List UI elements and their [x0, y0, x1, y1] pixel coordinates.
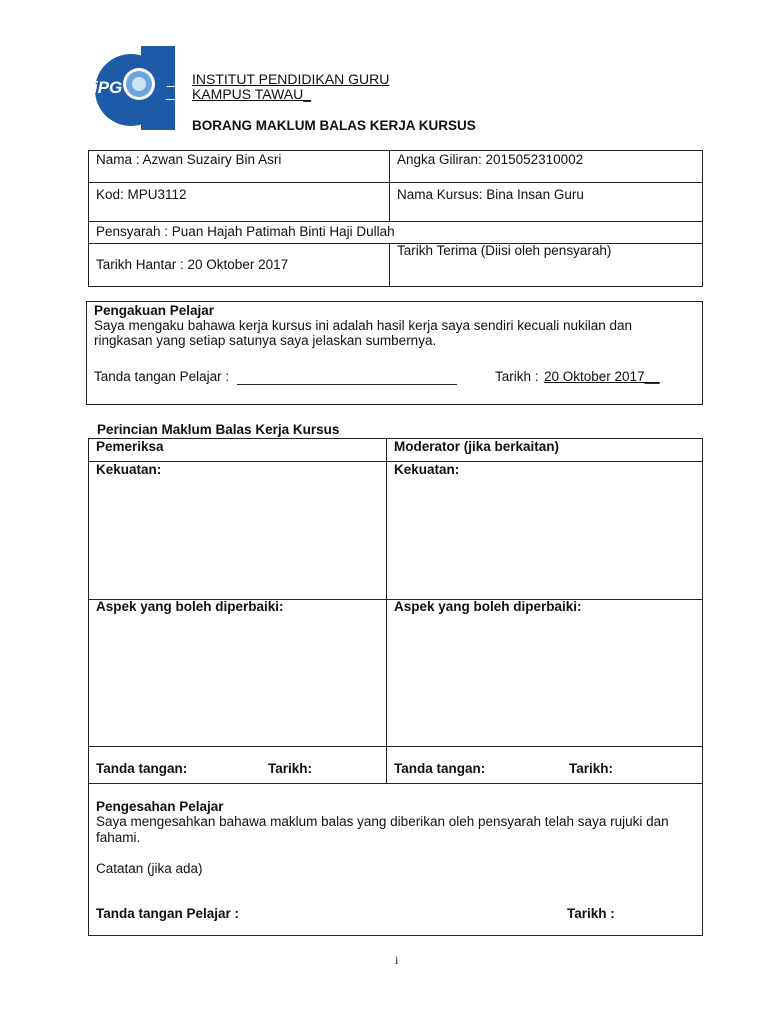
examiner-improvement-label: Aspek yang boleh diperbaiki: [96, 599, 284, 614]
confirmation-date-label: Tarikh : [567, 906, 615, 921]
feedback-section-title: Perincian Maklum Balas Kerja Kursus [97, 422, 340, 437]
declaration-text-1: Saya mengaku bahawa kerja kursus ini adalah hasil kerja saya sendiri kecuali nukilan dan [94, 318, 633, 333]
examiner-sign-label: Tanda tangan: [96, 761, 188, 776]
lecturer-name: Pensyarah : Puan Hajah Patimah Binti Haji Dullah [96, 224, 395, 239]
moderator-strengths-label: Kekuatan: [394, 462, 460, 477]
declaration-sign-line[interactable] [237, 384, 457, 385]
campus-name: KAMPUS TAWAU_ [192, 86, 312, 102]
moderator-sign-label: Tanda tangan: [394, 761, 486, 776]
moderator-improvement-label: Aspek yang boleh diperbaiki: [394, 599, 582, 614]
received-date-label: Tarikh Terima (Diisi oleh pensyarah) [397, 243, 612, 258]
moderator-header: Moderator (jika berkaitan) [394, 439, 560, 454]
confirmation-text-2: fahami. [96, 830, 141, 845]
declaration-sign-label: Tanda tangan Pelajar : [94, 369, 230, 384]
form-title: BORANG MAKLUM BALAS KERJA KURSUS [192, 118, 476, 133]
info-table [88, 150, 703, 287]
examiner-date-label: Tarikh: [268, 761, 313, 776]
confirmation-text-1: Saya mengesahkan bahawa maklum balas yang diberikan oleh pensyarah telah saya rujuki dan [96, 814, 669, 829]
declaration-box [86, 301, 703, 405]
ipg-logo [93, 44, 177, 134]
course-code: Kod: MPU3112 [96, 187, 187, 202]
confirmation-title: Pengesahan Pelajar [96, 799, 224, 814]
moderator-date-label: Tarikh: [569, 761, 614, 776]
logo-text: iPG [93, 78, 123, 97]
declaration-title: Pengakuan Pelajar [94, 303, 215, 318]
course-name: Nama Kursus: Bina Insan Guru [397, 187, 584, 202]
declaration-date-value: 20 Oktober 2017__ [544, 369, 660, 384]
examiner-strengths-label: Kekuatan: [96, 462, 162, 477]
feedback-table [88, 438, 703, 936]
student-name: Nama : Azwan Suzairy Bin Asri [96, 152, 282, 167]
declaration-text-2: ringkasan yang setiap satunya saya jelaskan sumbernya. [94, 333, 437, 348]
confirmation-sign-label: Tanda tangan Pelajar : [96, 906, 240, 921]
index-number: Angka Giliran: 2015052310002 [397, 152, 584, 167]
institute-name: INSTITUT PENDIDIKAN GURU [192, 71, 390, 87]
page-number: i [395, 953, 399, 967]
notes-label: Catatan (jika ada) [96, 861, 203, 876]
submission-date: Tarikh Hantar : 20 Oktober 2017 [96, 257, 289, 272]
declaration-date-label: Tarikh : [495, 369, 539, 384]
examiner-header: Pemeriksa [96, 439, 164, 454]
